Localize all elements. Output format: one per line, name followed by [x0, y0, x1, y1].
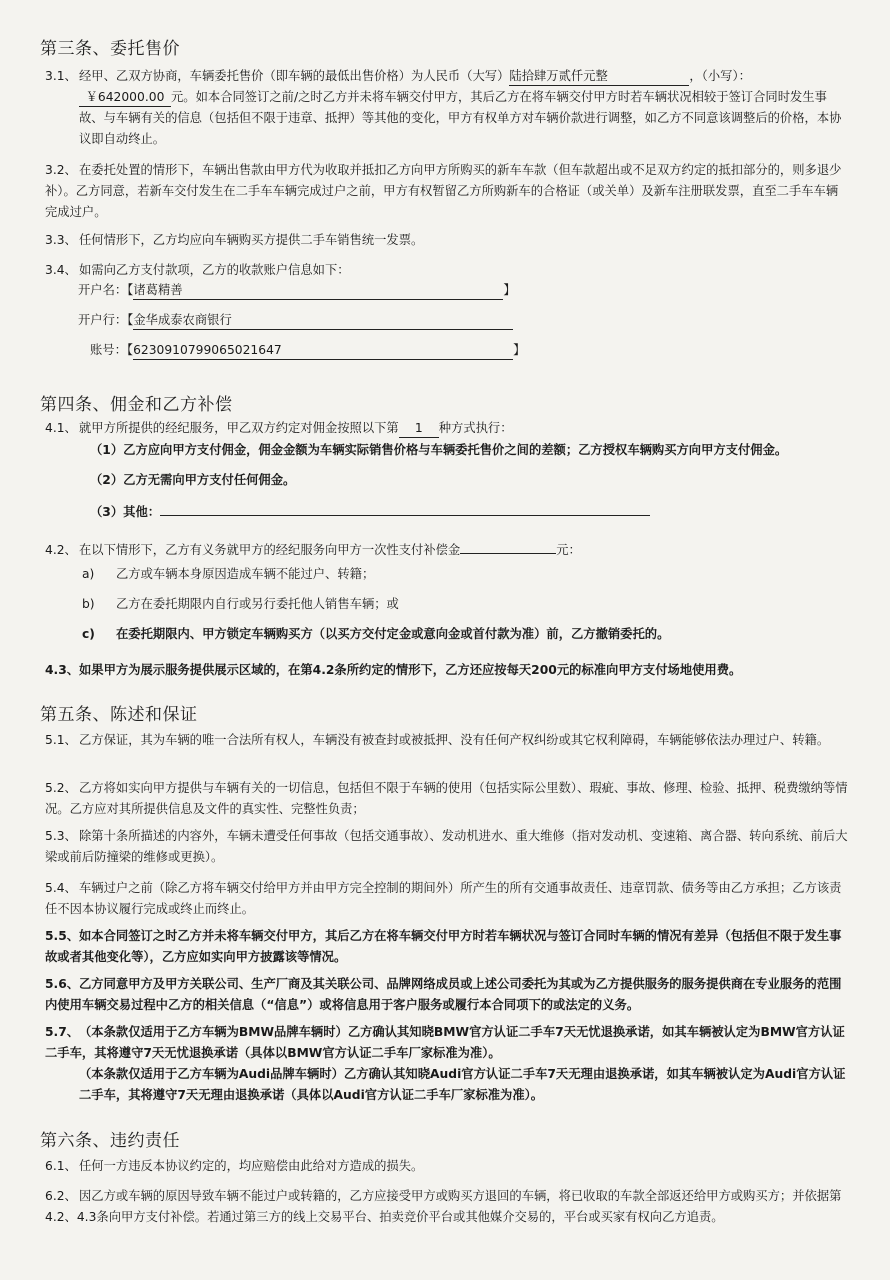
clause-5-4-text: 车辆过户之前（除乙方将车辆交付给甲方并由甲方完全控制的期间外）所产生的所有交通事故责任、违章罚款、债务等由乙方承担；乙方该责任不因本协议履行完成或终止而终止。 — [45, 881, 842, 916]
clause-number: 4.3、 — [45, 663, 80, 677]
bank-field: 金华成泰农商银行 — [133, 311, 513, 330]
clause-4-2-text-a: 在以下情形下，乙方有义务就甲方的经纪服务向甲方一次性支付补偿金 — [79, 543, 461, 557]
condition-c — [82, 624, 669, 642]
clause-3-4 — [45, 260, 850, 281]
clause-number: 5.6、 — [45, 977, 80, 991]
clause-4-3-text: 如果甲方为展示服务提供展示区域的，在第4.2条所约定的情形下，乙方还应按每天200元的标准向甲方支付场地使用费。 — [79, 663, 742, 677]
clause-number: 3.4、 — [45, 263, 77, 277]
clause-5-5-text: 如本合同签订之时乙方并未将车辆交付甲方，其后乙方在将车辆交付甲方时若车辆状况与签订合同时车辆的情况有差异（包括但不限于发生事故或者其他变化等），乙方应如实向甲方披露该等情况。 — [45, 929, 842, 964]
clause-number: 3.2、 — [45, 163, 77, 177]
clause-5-3 — [45, 826, 850, 868]
clause-number: 5.4、 — [45, 881, 77, 895]
clause-number: 5.5、 — [45, 929, 80, 943]
clause-3-4-text: 如需向乙方支付款项，乙方的收款账户信息如下： — [79, 263, 350, 277]
clause-number: 4.1、 — [45, 421, 77, 435]
clause-number: 6.1、 — [45, 1159, 77, 1173]
clause-number: 5.7、 — [45, 1025, 80, 1039]
bracket: 【 — [127, 283, 134, 297]
clause-3-2-text: 在委托处置的情形下，车辆出售款由甲方代为收取并抵扣乙方向甲方所购买的新车车款（但车款超出或不足双方约定的抵扣部分的，则多退少补）。乙方同意，若新车交付发生在二手车车辆完成过户之前，甲方有权暂留乙方所购新车的合格证（或关单）及新车注册联发票，直至二手车车辆完成过户。 — [45, 163, 842, 219]
clause-5-7-bmw-text: （本条款仅适用于乙方车辆为BMW品牌车辆时）乙方确认其知晓BMW官方认证二手车7天无忧退换承诺，如其车辆被认定为BMW官方认证二手车，其将遵守7天无忧退换承诺（具体以BMW官方认证二手车厂家标准为准）。 — [45, 1025, 845, 1060]
commission-option-1: （1）乙方应向甲方支付佣金，佣金金额为车辆实际销售价格与车辆委托售价之间的差额；乙方授权车辆购买方向甲方支付佣金。 — [90, 443, 788, 457]
clause-6-1 — [45, 1156, 850, 1177]
bracket: 【 — [127, 313, 134, 327]
clause-number: 3.1、 — [45, 69, 77, 83]
condition-c-text: 在委托期限内、甲方锁定车辆购买方（以买方交付定金或意向金或首付款为准）前，乙方撤销委托的。 — [116, 627, 670, 641]
commission-option-3 — [90, 502, 650, 520]
clause-4-2 — [45, 540, 850, 561]
clause-6-2-text: 因乙方或车辆的原因导致车辆不能过户或转籍的，乙方应接受甲方或购买方退回的车辆，将已收取的车款全部返还给甲方或购买方；并依据第4.2、4.3条向甲方支付补偿。若通过第三方的线上交易平台、拍卖竞价平台或其他媒介交易的，平台或买家有权向乙方追责。 — [45, 1189, 842, 1224]
clause-5-7-audi-text: （本条款仅适用于乙方车辆为Audi品牌车辆时）乙方确认其知晓Audi官方认证二手车7天无理由退换承诺，如其车辆被认定为Audi官方认证二手车，其将遵守7天无理由退换承诺（具体以Audi官方认证二手车厂家标准为准）。 — [79, 1067, 846, 1102]
small-amount-label: ，（小写）： — [689, 69, 751, 83]
clause-5-3-text: 除第十条所描述的内容外，车辆未遭受任何事故（包括交通事故）、发动机进水、重大维修（指对发动机、变速箱、离合器、转向系统、前后大梁或前后防撞梁的维修或更换）。 — [45, 829, 848, 864]
clause-5-2-text: 乙方将如实向甲方提供与车辆有关的一切信息，包括但不限于车辆的使用（包括实际公里数）、瑕疵、事故、修理、检验、抵押、税费缴纳等情况。乙方应对其所提供信息及文件的真实性、完整性负责； — [45, 781, 848, 816]
commission-option-2: （2）乙方无需向甲方支付任何佣金。 — [90, 473, 296, 487]
clause-3-2 — [45, 160, 850, 223]
option-3-field — [160, 515, 650, 516]
compensation-field — [460, 553, 556, 554]
bracket: 】 — [503, 283, 516, 297]
condition-label: b) — [82, 597, 95, 611]
article-3-heading: 第三条、委托售价 — [40, 39, 180, 59]
clause-3-3-text: 任何情形下，乙方均应向车辆购买方提供二手车销售统一发票。 — [79, 233, 424, 247]
clause-number: 4.2、 — [45, 543, 77, 557]
clause-4-1-text-b: 种方式执行： — [438, 421, 513, 435]
account-number-label: 账号： — [90, 343, 127, 357]
option-3-label: （3）其他： — [90, 505, 161, 519]
clause-5-2 — [45, 778, 850, 820]
condition-label: c) — [82, 627, 95, 641]
clause-5-6-text: 乙方同意甲方及甲方关联公司、生产厂商及其关联公司、品牌网络成员或上述公司委托为其或为乙方提供服务的服务提供商在专业服务的范围内使用车辆交易过程中乙方的相关信息（“信息”）或将信息用于客户服务或履行本合同项下的或法定的义务。 — [45, 977, 842, 1012]
clause-5-4 — [45, 878, 850, 920]
clause-6-2 — [45, 1186, 850, 1228]
clause-number: 5.2、 — [45, 781, 77, 795]
clause-5-1-text: 乙方保证，其为车辆的唯一合法所有权人，车辆没有被查封或被抵押、没有任何产权纠纷或其它权利障碍，车辆能够依法办理过户、转籍。 — [79, 733, 830, 747]
condition-a — [82, 564, 374, 582]
clause-3-3 — [45, 230, 850, 251]
clause-5-1 — [45, 730, 850, 751]
clause-number: 5.1、 — [45, 733, 77, 747]
bracket: 【 — [126, 343, 134, 357]
clause-3-1-text-a: 经甲、乙双方协商，车辆委托售价（即车辆的最低出售价格）为人民币（大写） — [79, 69, 510, 83]
clause-4-1-text-a: 就甲方所提供的经纪服务，甲乙双方约定对佣金按照以下第 — [79, 421, 399, 435]
account-number-row — [90, 340, 525, 360]
clause-3-1 — [45, 66, 850, 150]
clause-6-1-text: 任何一方违反本协议约定的，均应赔偿由此给对方造成的损失。 — [79, 1159, 424, 1173]
clause-number: 3.3、 — [45, 233, 77, 247]
clause-4-2-text-b: 元： — [556, 543, 581, 557]
bank-row — [78, 310, 513, 330]
price-in-figures-field: ￥642000.00 — [79, 88, 171, 107]
clause-5-5 — [45, 926, 850, 968]
bracket: 】 — [513, 343, 526, 357]
clause-number: 6.2、 — [45, 1189, 77, 1203]
article-6-heading: 第六条、违约责任 — [40, 1131, 180, 1151]
account-name-row — [78, 280, 516, 300]
bank-label: 开户行： — [78, 313, 128, 327]
article-4-heading: 第四条、佣金和乙方补偿 — [40, 395, 233, 415]
account-name-label: 开户名： — [78, 283, 128, 297]
price-in-words-field: 陆拾肆万贰仟元整 — [509, 67, 689, 86]
condition-b-text: 乙方在委托期限内自行或另行委托他人销售车辆；或 — [116, 597, 399, 611]
account-number-field: 6230910799065021647 — [133, 341, 513, 360]
clause-5-6 — [45, 974, 850, 1016]
commission-option-field: 1 — [399, 419, 439, 438]
article-5-heading: 第五条、陈述和保证 — [40, 705, 198, 725]
clause-number: 5.3、 — [45, 829, 77, 843]
clause-3-1-text-b: 元。如本合同签订之前/之时乙方并未将车辆交付甲方，其后乙方在将车辆交付甲方时若车辆状况相较于签订合同时发生事故、与车辆有关的信息（包括但不限于违章、抵押）等其他的变化，甲方有权单方对车辆价款进行调整，如乙方不同意该调整后的价格，本协议即自动终止。 — [79, 90, 842, 146]
condition-b — [82, 594, 399, 612]
clause-4-3 — [45, 660, 850, 681]
clause-4-1 — [45, 418, 850, 439]
clause-5-7 — [45, 1022, 850, 1106]
account-name-field: 诸葛精善 — [133, 281, 503, 300]
condition-label: a) — [82, 567, 95, 581]
condition-a-text: 乙方或车辆本身原因造成车辆不能过户、转籍； — [116, 567, 375, 581]
